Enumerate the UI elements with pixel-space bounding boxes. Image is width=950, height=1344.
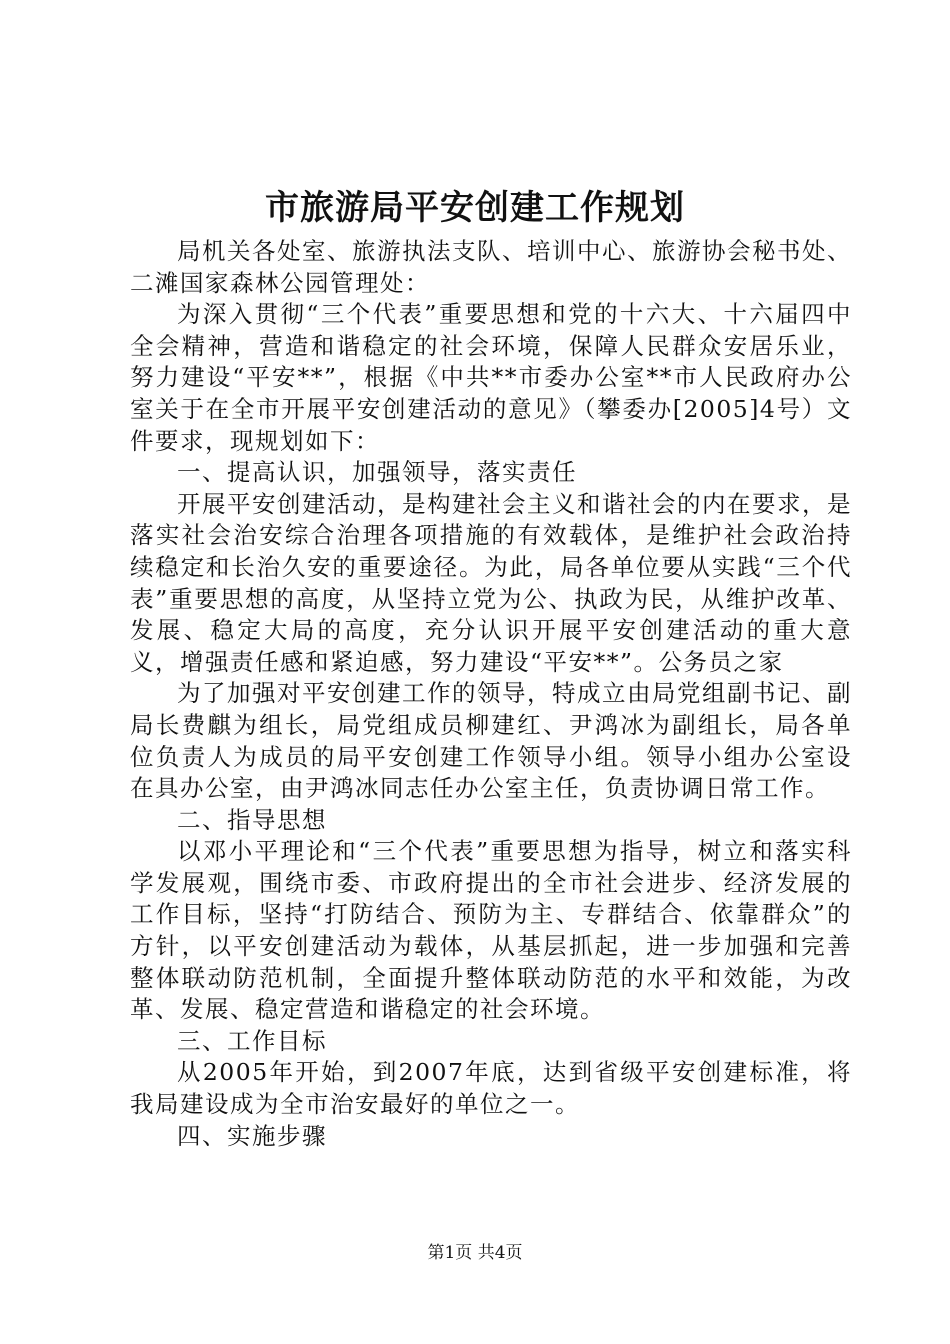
addressee-paragraph: 局机关各处室、旅游执法支队、培训中心、旅游协会秘书处、二滩国家森林公园管理处： bbox=[130, 237, 852, 297]
section-heading-4: 四、实施步骤 bbox=[177, 1121, 327, 1150]
section-3-paragraph: 从2005年开始，到2007年底，达到省级平安创建标准，将我局建设成为全市治安最好的单位之一。 bbox=[130, 1058, 852, 1119]
section-1-paragraph-2: 为了加强对平安创建工作的领导，特成立由局党组副书记、副局长费麒为组长，局党组成员柳建红、尹鸿冰为副组长，局各单位负责人为成员的局平安创建工作领导小组。领导小组办公室设在具办公室，由尹鸿冰同志任办公室主任，负责协调日常工作。 bbox=[130, 679, 852, 803]
section-1-paragraph-1: 开展平安创建活动，是构建社会主义和谐社会的内在要求，是落实社会治安综合治理各项措施的有效载体，是维护社会政治持续稳定和长治久安的重要途径。为此，局各单位要从实践“三个代表”重要思想的高度，从坚持立党为公、执政为民，从维护改革、发展、稳定大局的高度，充分认识开展平安创建活动的重大意义，增强责任感和紧迫感，努力建设“平安**”。公务员之家 bbox=[130, 489, 852, 676]
intro-paragraph: 为深入贯彻“三个代表”重要思想和党的十六大、十六届四中全会精神，营造和谐稳定的社会环境，保障人民群众安居乐业，努力建设“平安**”，根据《中共**市委办公室**市人民政府办公室关于在全市开展平安创建活动的意见》（攀委办[2005]4号）文件要求，现规划如下： bbox=[130, 300, 852, 455]
document-body bbox=[130, 236, 852, 1152]
section-heading-3: 三、工作目标 bbox=[177, 1026, 327, 1055]
section-heading-1: 一、提高认识，加强领导，落实责任 bbox=[177, 458, 577, 487]
document-title: 市旅游局平安创建工作规划 bbox=[265, 188, 685, 228]
section-heading-2: 二、指导思想 bbox=[177, 805, 327, 834]
section-2-paragraph: 以邓小平理论和“三个代表”重要思想为指导，树立和落实科学发展观，围绕市委、市政府提出的全市社会进步、经济发展的工作目标，坚持“打防结合、预防为主、专群结合、依靠群众”的方针，以平安创建活动为载体，从基层抓起，进一步加强和完善整体联动防范机制，全面提升整体联动防范的水平和效能，为改革、发展、稳定营造和谐稳定的社会环境。 bbox=[130, 837, 852, 1024]
page-footer: 第1页 共4页 bbox=[427, 1243, 523, 1263]
